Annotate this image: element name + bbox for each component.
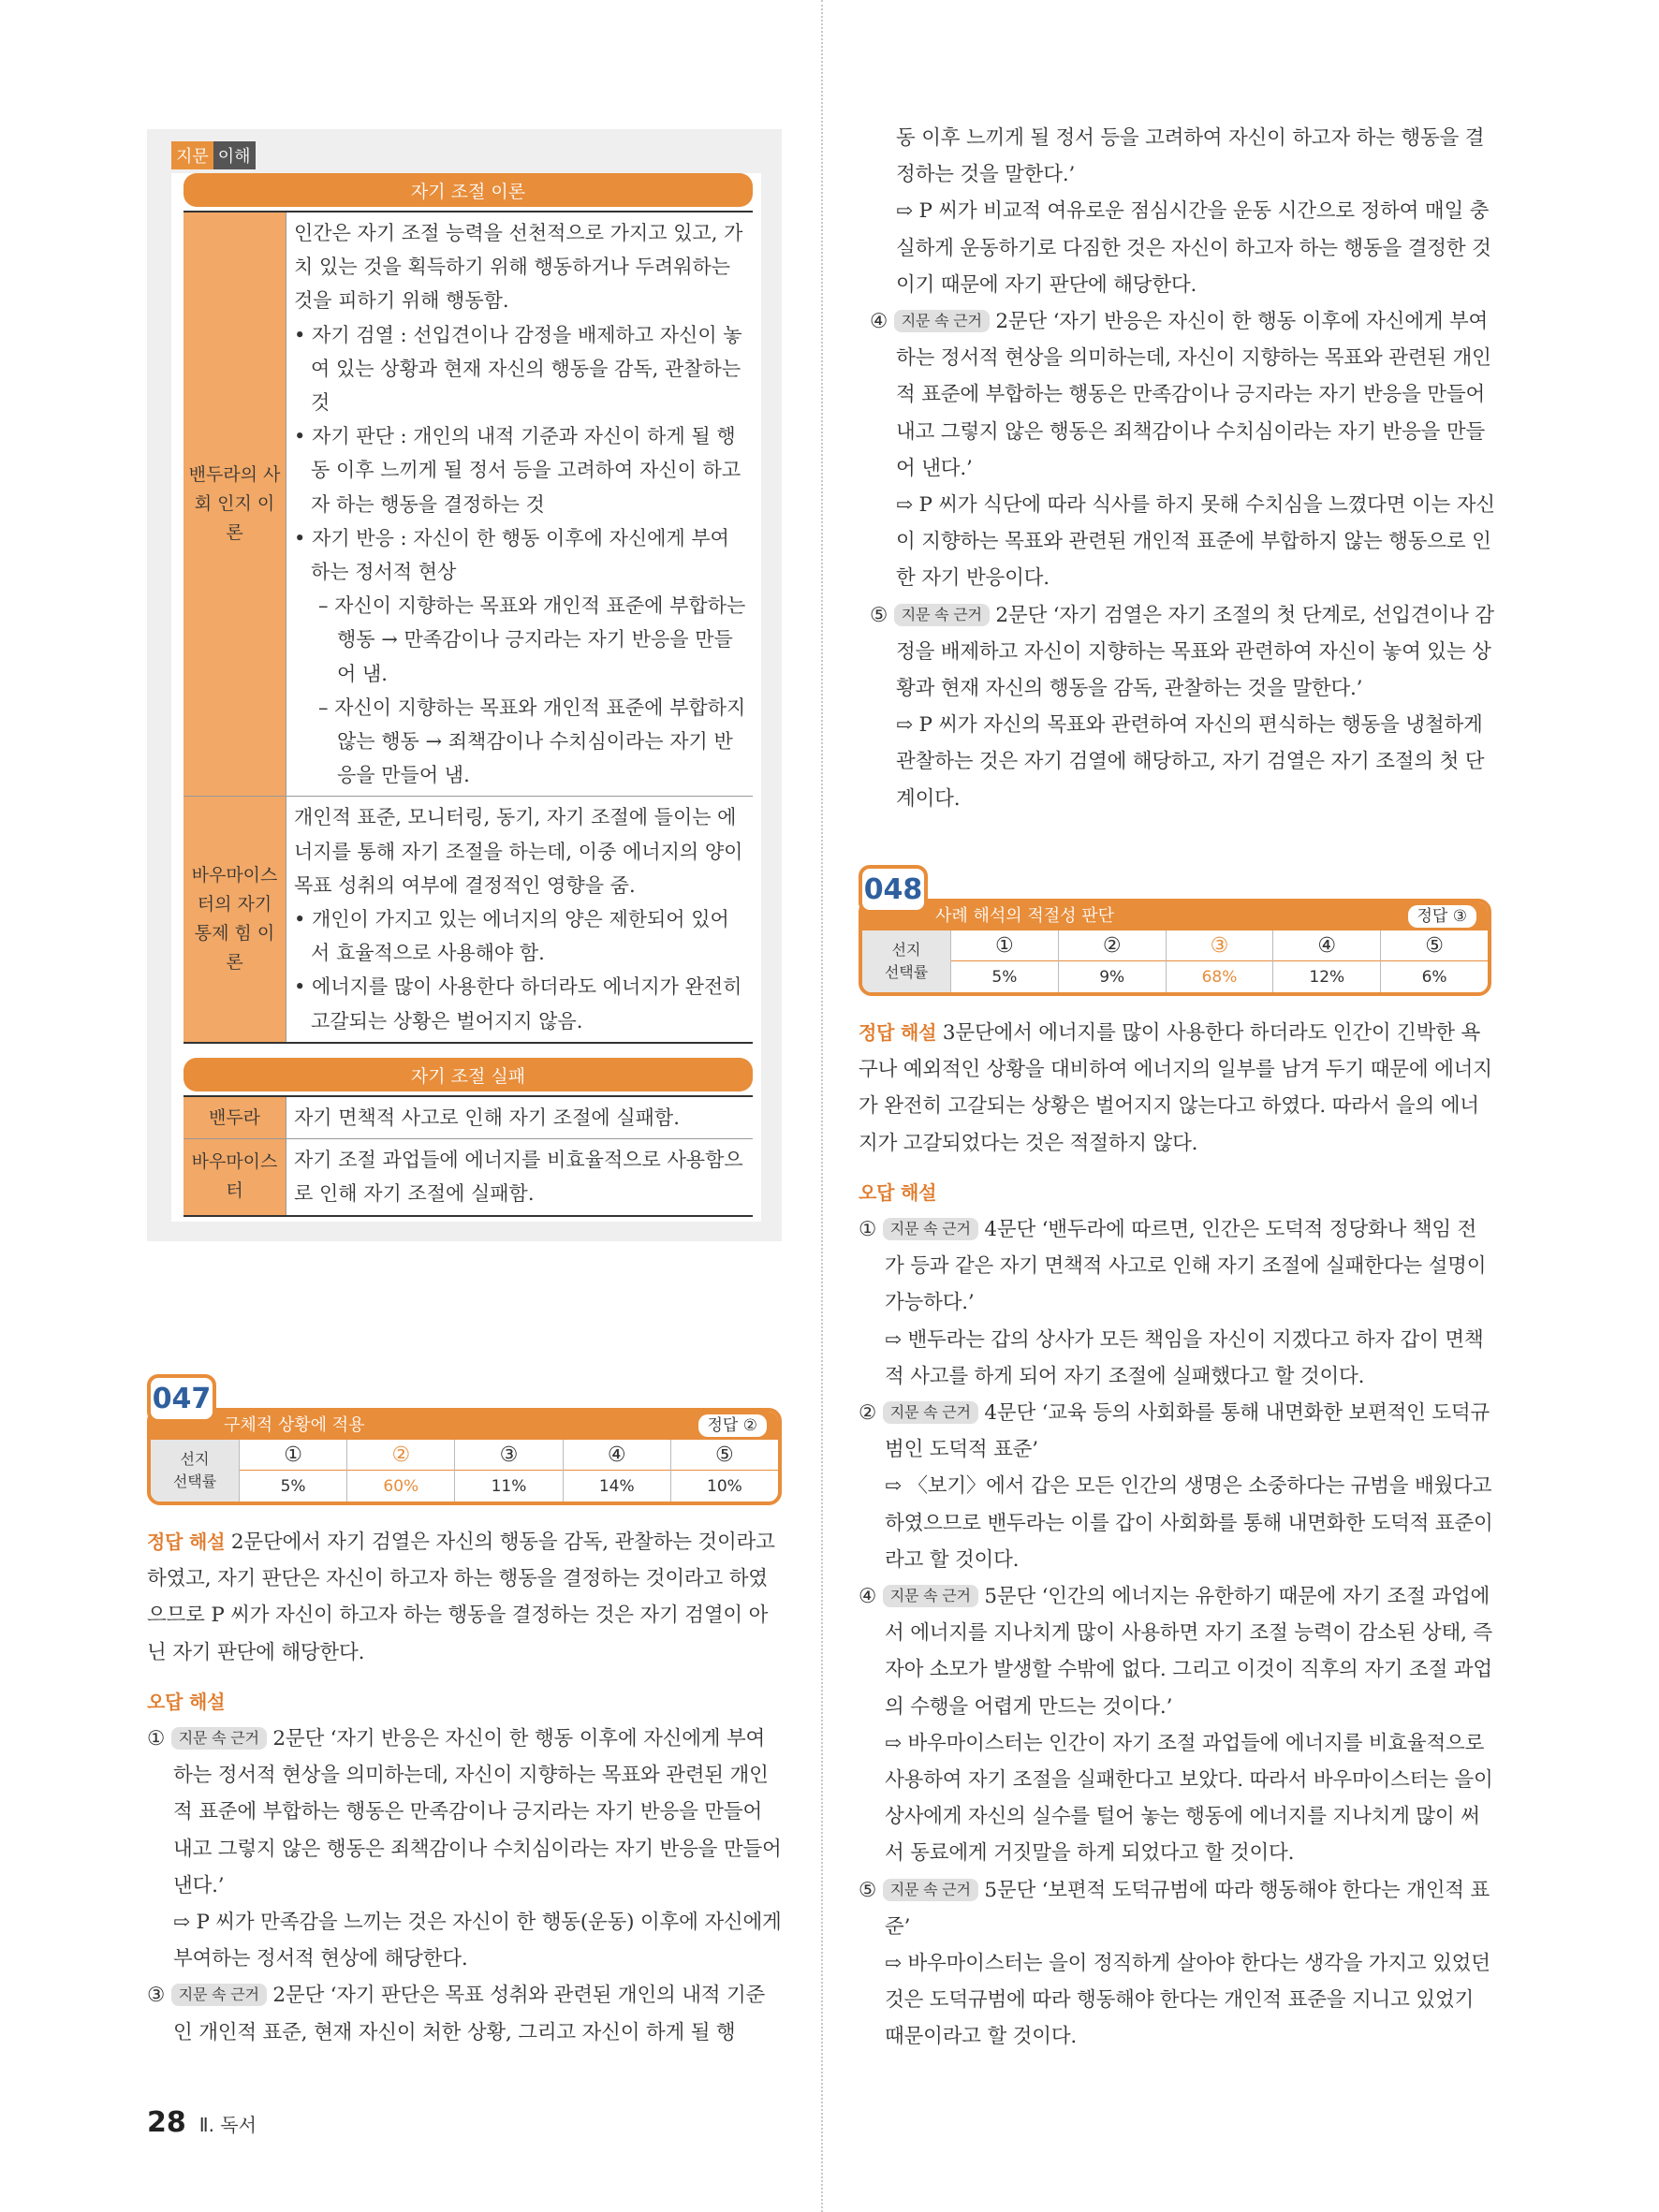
badge-label: 지문 속 근거 (889, 1220, 971, 1238)
wrong-item-5 (870, 597, 1495, 708)
wrong-item-3-arrow: ⇨ P 씨가 비교적 여유로운 점심시간을 운동 시간으로 정하여 매일 충실하게 운동하기로 다짐한 것은 자신이 하고자 하는 행동을 결정한 것이기 때문에 자기 판단에 해당한다. (896, 199, 1491, 297)
choice-col-correct (1166, 930, 1273, 992)
item-text: 2문단 ‘자기 판단은 목표 성취와 관련된 개인의 내적 기준인 개인적 표준, 현재 자신이 처한 상황, 그리고 자신이 하게 될 행 (173, 1984, 766, 2044)
item-number: ② (859, 1401, 877, 1426)
table-row (184, 1097, 753, 1139)
choice-rate: 11% (491, 1476, 527, 1496)
wrong-item-2-arrow: ⇨ 〈보기〉에서 갑은 모든 인간의 생명은 소중하다는 규범을 배웠다고 하였으므로 밴두라는 이를 갑이 사회화를 통해 내면화한 도덕적 표준이라고 할 것이다. (885, 1474, 1493, 1572)
badge-label: 지문 속 근거 (889, 1880, 971, 1898)
label-choice: 선지 (180, 1450, 210, 1468)
badge-label: 지문 속 근거 (901, 605, 982, 623)
choice-symbol: ② (1059, 930, 1166, 961)
choice-rate: 6% (1421, 967, 1447, 987)
wrong-item-2 (859, 1395, 1495, 1468)
list-item: • 자기 반응 : 자신이 한 행동 이후에 자신에게 부여하는 정서적 현상 (294, 526, 729, 584)
table-label (862, 930, 950, 992)
row-content (286, 797, 753, 1041)
item-number: ⑤ (859, 1878, 877, 1902)
question-type (151, 1412, 778, 1440)
wrong-item-1 (147, 1721, 782, 1904)
badge-label: 지문 속 근거 (889, 1587, 971, 1605)
choice-symbol: ⑤ (671, 1440, 778, 1471)
evidence-badge (883, 1218, 978, 1240)
row-content: 자기 조절 과업들에 에너지를 비효율적으로 사용함으로 인해 자기 조절에 실패함. (294, 1149, 743, 1206)
intro-text: 개인적 표준, 모니터링, 동기, 자기 조절에 들이는 에너지를 통해 자기 조절을 하는데, 이중 에너지의 양이 목표 성취의 여부에 결정적인 영향을 줌. (294, 806, 743, 897)
column-divider (821, 0, 823, 2212)
choice-symbol: ④ (564, 1440, 670, 1471)
badge-label: 지문 속 근거 (178, 1985, 259, 2004)
wrong-item-4 (859, 1578, 1495, 1725)
correct-explanation: 3문단에서 에너지를 많이 사용한다 하더라도 인간이 긴박한 욕구나 예외적인 상황을 대비하여 에너지의 일부를 남겨 두기 때문에 에너지가 완전히 고갈되는 상황은 벌어지지 않는다고 하였다. 따라서 을의 에너지가 고갈되었다는 것은 적절하지 않다. (859, 1021, 1492, 1155)
choice-symbol: ⑤ (1381, 930, 1488, 961)
choice-rate: 10% (707, 1476, 742, 1496)
item-number: ④ (859, 1585, 877, 1609)
evidence-badge (894, 604, 990, 626)
item-number: ⑤ (870, 603, 888, 627)
item-text: 5문단 ‘인간의 에너지는 유한하기 때문에 자기 조절 과업에서 에너지를 지나치게 많이 사용하면 자기 조절 능력이 감소된 상태, 즉 자아 소모가 발생할 수밖에 없다. 그리고 이것이 직후의 자기 조절 과업의 수행을 어렵게 만드는 것이다.’ (885, 1585, 1492, 1719)
list-item: • 자기 판단 : 개인의 내적 기준과 자신이 하게 될 행동 이후 느끼게 될 정서 등을 고려하여 자신이 하고자 하는 행동을 결정하는 것 (294, 425, 741, 516)
question-type (862, 902, 1488, 930)
row-label: 밴두라의 사회 인지 이론 (184, 212, 286, 796)
choice-col (1380, 930, 1488, 992)
failure-table (184, 1095, 753, 1217)
wrong-item-4 (870, 303, 1495, 487)
list-item: • 개인이 가지고 있는 에너지의 양은 제한되어 있어서 효율적으로 사용해야 함. (294, 908, 729, 965)
choice-rate: 68% (1201, 967, 1238, 987)
section-label: Ⅱ. 독서 (198, 2114, 257, 2136)
choice-col (670, 1440, 778, 1502)
item-text: 2문단 ‘자기 반응은 자신이 한 행동 이후에 자신에게 부여하는 정서적 현상을 의미하는데, 자신이 지향하는 목표와 관련된 개인적 표준에 부합하는 행동은 만족감이나 긍지라는 자기 반응을 만들어 내고 그렇지 않은 행동은 죄책감이나 수치심이라는 자기 반응을 만들어 낸다.’ (173, 1727, 782, 1897)
intro-text: 인간은 자기 조절 능력을 선천적으로 가지고 있고, 가치 있는 것을 획득하기 위해 행동하거나 두려워하는 것을 피하기 위해 행동함. (294, 222, 743, 313)
question-number: 048 (859, 865, 928, 914)
row-label: 바우마이스터의 자기 통제 힘 이론 (184, 797, 286, 1041)
correct-heading: 정답 해설 (859, 1021, 937, 1044)
section-title-self-regulation-theory: 자기 조절 이론 (184, 173, 753, 207)
tag-passage: 지문 (171, 141, 213, 169)
evidence-badge (894, 310, 990, 332)
choice-col (1272, 930, 1380, 992)
choice-rate: 60% (383, 1476, 419, 1496)
table-row (184, 1139, 753, 1214)
label-rate: 선택률 (172, 1472, 217, 1490)
list-item: • 자기 검열 : 선입견이나 감정을 배제하고 자신이 놓여 있는 상황과 현재 자신의 행동을 감독, 관찰하는 것 (294, 323, 742, 415)
wrong-item-4-arrow: ⇨ P 씨가 식단에 따라 식사를 하지 못해 수치심을 느꼈다면 이는 자신이 지향하는 목표와 관련된 개인적 표준에 부합하지 않는 행동으로 인한 자기 반응이다. (896, 493, 1495, 591)
wrong-item-3-continued: 동 이후 느끼게 될 정서 등을 고려하여 자신이 하고자 하는 행동을 결정하는 것을 말한다.’ (896, 126, 1485, 187)
wrong-item-1-arrow: ⇨ 밴두라는 갑의 상사가 모든 책임을 자신이 지겠다고 하자 갑이 면책적 사고를 하게 되어 자기 조절에 실패했다고 할 것이다. (885, 1327, 1484, 1388)
choice-symbol: ② (347, 1440, 454, 1471)
row-content (286, 212, 753, 796)
question-type-label: 구체적 상황에 적용 (224, 1415, 365, 1435)
choice-col (239, 1440, 346, 1502)
wrong-item-4-arrow: ⇨ 바우마이스터는 인간이 자기 조절 과업들에 에너지를 비효율적으로 사용하여 자기 조절을 실패한다고 보았다. 따라서 바우마이스터는 을이 상사에게 자신의 실수를 털어 놓는 행동에 에너지를 지나치게 많이 써서 동료에게 거짓말을 하게 되었다고 할 것이다. (885, 1731, 1493, 1866)
wrong-item-1 (859, 1211, 1495, 1322)
row-content: 자기 면책적 사고로 인해 자기 조절에 실패함. (294, 1106, 680, 1129)
correct-heading: 정답 해설 (147, 1531, 226, 1553)
evidence-badge (171, 1727, 267, 1750)
evidence-badge (171, 1984, 267, 2006)
badge-label: 지문 속 근거 (889, 1403, 971, 1422)
passage-summary-box (147, 129, 782, 1241)
tag-understanding: 이해 (213, 141, 256, 169)
right-column-explanation-top (870, 120, 1495, 817)
choice-rate: 14% (598, 1476, 635, 1496)
evidence-badge (883, 1879, 978, 1901)
item-text: 5문단 ‘보편적 도덕규범에 따라 행동해야 한다는 개인적 표준’ (885, 1878, 1490, 1939)
answer-badge: 정답 ③ (1408, 905, 1477, 928)
left-column-explanation (147, 1524, 782, 2051)
choice-symbol: ③ (455, 1440, 562, 1471)
question-type-label: 사례 해석의 적절성 판단 (935, 906, 1115, 926)
summary-inner (171, 173, 761, 1222)
choice-rate: 5% (280, 1476, 306, 1496)
list-item: • 에너지를 많이 사용한다 하더라도 에너지가 완전히 고갈되는 상황은 벌어지지 않음. (294, 975, 742, 1033)
item-text: 4문단 ‘교육 등의 사회화를 통해 내면화한 보편적인 도덕규범인 도덕적 표준’ (885, 1401, 1490, 1462)
selection-rate-table (151, 1440, 778, 1502)
table-row-bandura (184, 212, 753, 797)
sub-list-item: – 자신이 지향하는 목표와 개인적 표준에 부합하는 행동 → 만족감이나 긍지라는 자기 반응을 만들어 냄. (318, 594, 746, 685)
badge-label: 지문 속 근거 (178, 1729, 259, 1748)
choice-rate: 9% (1099, 967, 1125, 987)
summary-tag (171, 141, 256, 169)
item-number: ③ (147, 1984, 166, 2008)
choice-col (1058, 930, 1166, 992)
correct-explanation: 2문단에서 자기 검열은 자신의 행동을 감독, 관찰하는 것이라고 하였고, 자기 판단은 자신이 하고자 하는 행동을 결정하는 것이라고 하였으므로 P 씨가 자신이 하고자 하는 행동을 결정하는 것은 자기 검열이 아닌 자기 판단에 해당한다. (147, 1531, 775, 1664)
wrong-heading: 오답 해설 (147, 1690, 226, 1713)
table-label (151, 1440, 239, 1502)
choice-col (950, 930, 1058, 992)
page-number: 28 (147, 2106, 186, 2139)
item-number: ④ (870, 310, 888, 334)
item-number: ① (859, 1218, 877, 1242)
choice-symbol: ① (240, 1440, 346, 1471)
choice-rate: 12% (1309, 967, 1345, 987)
answer-badge: 정답 ② (698, 1414, 768, 1437)
question-048-box (859, 865, 1491, 996)
theory-table (184, 211, 753, 1044)
table-row-baumeister (184, 797, 753, 1041)
sub-list-item: – 자신이 지향하는 목표와 개인적 표준에 부합하지 않는 행동 → 죄책감이나 수치심이라는 자기 반응을 만들어 냄. (318, 696, 746, 787)
choice-rate: 5% (991, 967, 1018, 987)
question-number: 047 (147, 1374, 216, 1423)
section-title-self-regulation-failure: 자기 조절 실패 (184, 1058, 753, 1091)
choice-col (454, 1440, 562, 1502)
selection-rate-table (862, 930, 1488, 992)
evidence-badge (883, 1401, 978, 1424)
wrong-item-3 (147, 1977, 782, 2050)
label-choice: 선지 (891, 941, 921, 959)
choice-col (563, 1440, 670, 1502)
wrong-item-1-arrow: ⇨ P 씨가 만족감을 느끼는 것은 자신이 한 행동(운동) 이후에 자신에게 부여하는 정서적 현상에 해당한다. (173, 1911, 782, 1971)
wrong-item-5-arrow: ⇨ 바우마이스터는 을이 정직하게 살아야 한다는 생각을 가지고 있었던 것은 도덕규범에 따라 행동해야 한다는 개인적 표준을 지니고 있었기 때문이라고 할 것이다. (885, 1952, 1490, 2049)
item-text: 2문단 ‘자기 검열은 자기 조절의 첫 단계로, 선입견이나 감정을 배제하고 자신이 지향하는 목표와 관련하여 자신이 놓여 있는 상황과 현재 자신의 행동을 감독, 관찰하는 것을 말한다.’ (896, 603, 1494, 701)
item-text: 2문단 ‘자기 반응은 자신이 한 행동 이후에 자신에게 부여하는 정서적 현상을 의미하는데, 자신이 지향하는 목표와 관련된 개인적 표준에 부합하는 행동은 만족감이나 긍지라는 자기 반응을 만들어 내고 그렇지 않은 행동은 죄책감이나 수치심이라는 자기 반응을 만들어 낸다.’ (896, 310, 1491, 480)
question-047-box (147, 1374, 782, 1505)
item-number: ① (147, 1727, 166, 1751)
wrong-item-5-arrow: ⇨ P 씨가 자신의 목표와 관련하여 자신의 편식하는 행동을 냉철하게 관찰하는 것은 자기 검열에 해당하고, 자기 검열은 자기 조절의 첫 단계이다. (896, 713, 1485, 811)
choice-symbol: ① (951, 930, 1058, 961)
choice-col-correct (346, 1440, 454, 1502)
choice-symbol: ③ (1167, 930, 1273, 961)
evidence-badge (883, 1585, 978, 1607)
wrong-heading: 오답 해설 (859, 1180, 937, 1204)
wrong-item-5 (859, 1872, 1495, 1945)
question-frame (147, 1408, 782, 1505)
question-frame (859, 899, 1491, 996)
row-label: 밴두라 (184, 1097, 286, 1138)
right-column-explanation-bottom (859, 1015, 1495, 2056)
badge-label: 지문 속 근거 (901, 312, 982, 330)
row-label: 바우마이스터 (184, 1139, 286, 1214)
label-rate: 선택률 (884, 963, 929, 981)
item-text: 4문단 ‘밴두라에 따르면, 인간은 도덕적 정당화나 책임 전가 등과 같은 자기 면책적 사고로 인해 자기 조절에 실패한다는 설명이 가능하다.’ (885, 1218, 1487, 1315)
page-footer (147, 2106, 257, 2139)
choice-symbol: ④ (1273, 930, 1380, 961)
